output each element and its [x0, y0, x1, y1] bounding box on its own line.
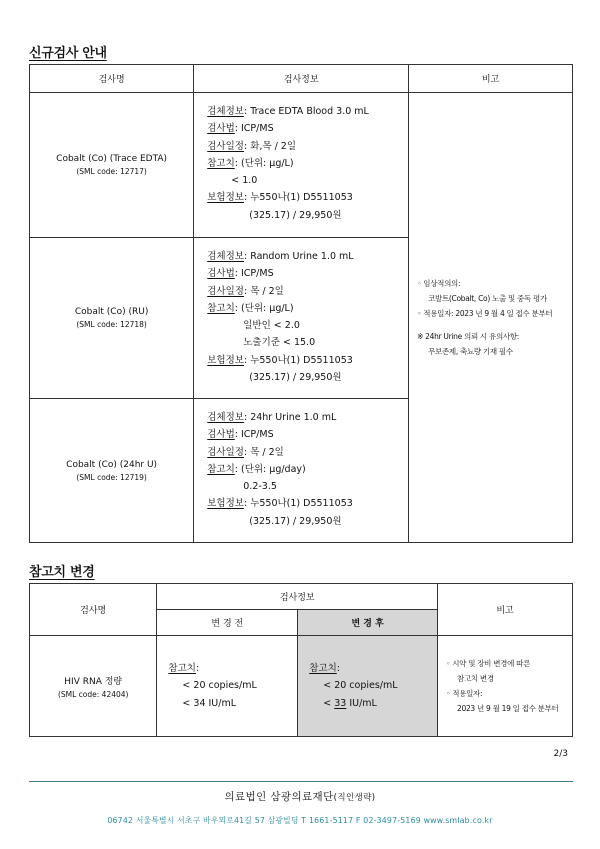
footer-divider	[29, 781, 573, 782]
reference-value: < 20 copies/mL	[323, 680, 398, 692]
schedule-label: 검사일정	[207, 446, 244, 458]
test-name: Cobalt (Co) (24hr U)	[66, 459, 158, 470]
reference-unit: : (단위: μg/L)	[234, 157, 294, 169]
remarks-cell	[438, 636, 573, 737]
footer-address: 06742 서울특별시 서초구 바우뫼로41길 57 삼광빌딩 T 1661-5117 F 02-3497-5169 www.smlab.co.kr	[107, 816, 493, 825]
header-test-name: 검사명	[30, 65, 194, 93]
reference-colon: :	[336, 663, 340, 675]
insurance-value: : 누550나(1) D5511053	[243, 354, 353, 366]
reference-unit: IU/mL	[346, 697, 377, 709]
reference-value: < 1.0	[231, 175, 258, 187]
test-name: HIV RNA 정량	[64, 676, 123, 687]
test-name-cell	[30, 93, 194, 238]
organization-name	[0, 789, 600, 804]
reference-changed-number: 33	[334, 697, 347, 709]
reference-label: 참고치	[207, 302, 235, 314]
method-label: 검사법	[207, 429, 235, 441]
reference-unit: : (단위: μg/L)	[234, 302, 294, 314]
section-title-new-tests: 신규검사 안내	[29, 46, 107, 61]
header-before-change: 변 경 전	[157, 610, 298, 636]
method-label: 검사법	[207, 123, 235, 135]
header-after-change: 변 경 후	[298, 610, 438, 636]
reference-value: 일반인 < 2.0	[243, 320, 300, 332]
test-name: Cobalt (Co) (Trace EDTA)	[56, 154, 168, 164]
reference-value: < 20 copies/mL	[182, 680, 257, 692]
remark-line: ◦ 적용일자:	[446, 689, 483, 698]
reference-value	[309, 695, 431, 712]
test-name-cell	[30, 238, 194, 399]
schedule-label: 검사일정	[207, 140, 244, 152]
header-test-info: 검사정보	[194, 65, 409, 93]
page-number: 2/3	[553, 749, 568, 759]
insurance-price: (325.17) / 29,950원	[249, 515, 342, 527]
insurance-label: 보험정보	[207, 498, 244, 510]
test-name-cell	[30, 636, 157, 737]
reference-before-cell	[157, 636, 298, 737]
specimen-label: 검체정보	[207, 251, 244, 262]
reference-label: 참고치	[168, 663, 196, 675]
method-value: : ICP/MS	[234, 123, 274, 135]
reference-unit: : (단위: μg/day)	[234, 463, 306, 475]
insurance-value: : 누550나(1) D5511053	[243, 192, 353, 204]
specimen-value: : 24hr Urine 1.0 mL	[243, 412, 337, 423]
section-title-reference-change: 참고치 변경	[29, 565, 95, 580]
header-test-name: 검사명	[30, 584, 157, 636]
insurance-label: 보험정보	[207, 192, 244, 204]
reference-prefix: <	[323, 697, 335, 709]
schedule-value: : 목 / 2일	[243, 446, 284, 458]
remark-line: 코발트(Cobalt, Co) 노출 및 중독 평가	[428, 294, 547, 303]
reference-after-cell	[298, 636, 438, 737]
test-info-cell	[194, 93, 409, 238]
insurance-label: 보험정보	[207, 354, 244, 366]
reference-value: < 34 IU/mL	[182, 697, 237, 709]
test-info-cell	[194, 399, 409, 543]
method-value: : ICP/MS	[234, 268, 274, 280]
table-row	[30, 93, 573, 238]
reference-value: 노출기준 < 15.0	[243, 337, 316, 349]
test-name-cell	[30, 399, 194, 543]
schedule-value: : 목 / 2일	[243, 285, 284, 297]
sml-code: (SML code: 42404)	[57, 689, 129, 699]
reference-label: 참고치	[309, 663, 337, 675]
specimen-label: 검체정보	[207, 106, 244, 117]
reference-change-table	[29, 583, 573, 737]
insurance-price: (325.17) / 29,950원	[249, 372, 342, 384]
header-test-info: 검사정보	[157, 584, 438, 610]
reference-colon: :	[195, 663, 200, 675]
schedule-label: 검사일정	[207, 285, 244, 297]
reference-value: 0.2-3.5	[243, 481, 277, 493]
test-info-cell	[194, 238, 409, 399]
remark-line: 참고치 변경	[457, 674, 494, 683]
seal-omitted-note: (직인생략)	[333, 793, 376, 803]
new-tests-table	[29, 64, 573, 543]
sml-code: (SML code: 12718)	[76, 320, 147, 329]
remark-line: ※ 24hr Urine 의뢰 시 유의사항:	[417, 332, 520, 341]
specimen-value: : Trace EDTA Blood 3.0 mL	[243, 106, 369, 117]
table-row	[30, 636, 573, 737]
remark-line: 무보존제, 축뇨량 기재 필수	[428, 347, 513, 356]
sml-code: (SML code: 12719)	[76, 472, 147, 482]
remark-line: ◦ 적용일자: 2023 년 9 월 4 일 접수 분부터	[417, 309, 553, 318]
insurance-value: : 누550나(1) D5511053	[243, 498, 353, 510]
insurance-price: (325.17) / 29,950원	[249, 209, 342, 221]
sml-code: (SML code: 12717)	[76, 167, 147, 176]
header-remarks: 비고	[438, 584, 573, 636]
method-value: : ICP/MS	[234, 429, 274, 441]
schedule-value: : 화,목 / 2일	[243, 140, 297, 152]
remark-line: ◦ 임상적의의:	[417, 279, 461, 288]
specimen-value: : Random Urine 1.0 mL	[243, 251, 354, 262]
remark-line: ◦ 시약 및 장비 변경에 따른	[446, 659, 531, 668]
remark-line: 2023 년 9 월 19 일 접수 분부터	[457, 704, 559, 713]
reference-label: 참고치	[207, 463, 235, 475]
organization-main: 의료법인 삼광의료재단	[224, 791, 334, 803]
method-label: 검사법	[207, 268, 235, 280]
header-remarks: 비고	[409, 65, 573, 93]
reference-label: 참고치	[207, 157, 235, 169]
test-name: Cobalt (Co) (RU)	[74, 307, 149, 317]
remarks-cell	[409, 93, 573, 543]
specimen-label: 검체정보	[207, 412, 244, 423]
